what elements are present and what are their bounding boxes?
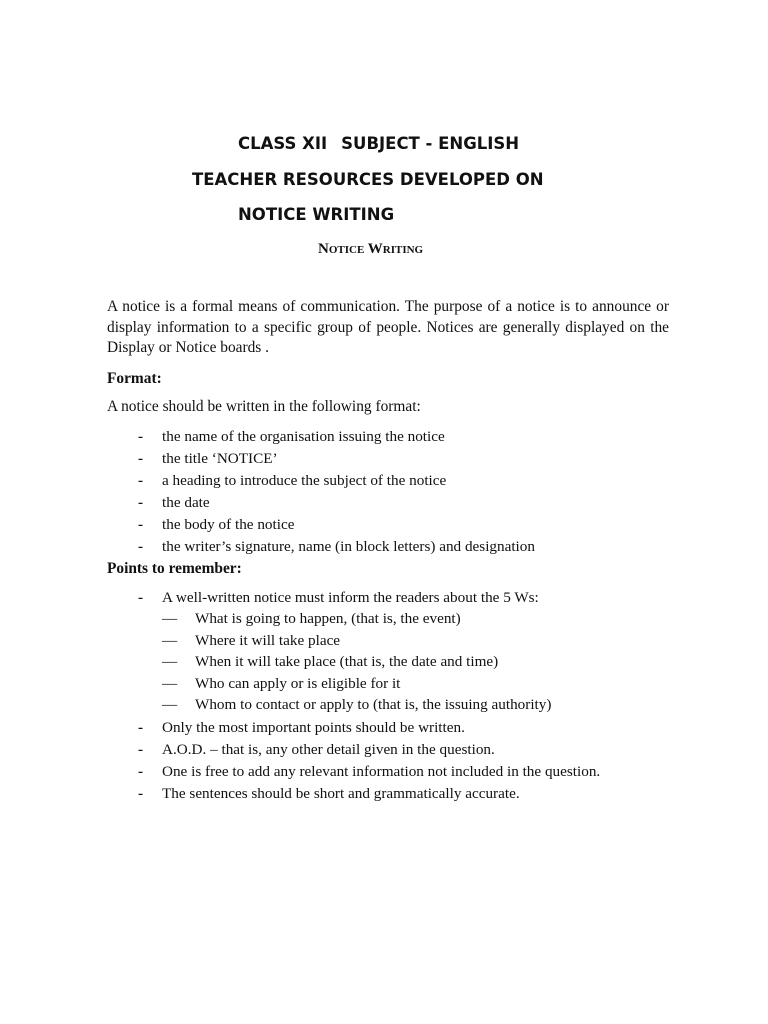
list-item-text: A.O.D. – that is, any other detail given in the question. [162, 741, 495, 758]
bullet-dash: - [138, 719, 144, 736]
em-dash-bullet: — [162, 653, 178, 671]
em-dash-bullet: — [162, 674, 178, 692]
list-item-text: The sentences should be short and grammatically accurate. [162, 785, 520, 802]
bullet-dash: - [138, 472, 144, 489]
em-dash-bullet: — [162, 631, 178, 649]
list-item-text: the body of the notice [162, 516, 295, 533]
subject-label: SUBJECT - ENGLISH [341, 134, 520, 153]
bullet-dash: - [138, 450, 144, 467]
sub-list-item-text: Whom to contact or apply to (that is, the issuing authority) [195, 696, 552, 714]
bullet-dash: - [138, 741, 144, 758]
em-dash-bullet: — [162, 696, 178, 714]
class-subject-heading [238, 134, 519, 153]
em-dash-bullet: — [162, 610, 178, 627]
list-item-text: the date [162, 494, 210, 511]
bullet-dash: - [138, 763, 144, 780]
bullet-dash: - [138, 516, 144, 533]
teacher-resources-heading: TEACHER RESOURCES DEVELOPED ON [192, 170, 544, 189]
page-subtitle: Notice Writing [318, 241, 424, 257]
class-label: CLASS XII [238, 134, 328, 153]
bullet-dash: - [138, 538, 144, 555]
sub-list-item-text: Where it will take place [195, 631, 341, 649]
topic-heading: NOTICE WRITING [238, 205, 395, 224]
bullet-dash: - [138, 589, 144, 606]
list-item-text: the title ‘NOTICE’ [162, 450, 278, 467]
list-item-text: One is free to add any relevant information not included in the question. [162, 763, 601, 780]
format-label: Format: [107, 370, 162, 387]
sub-list-item-text: When it will take place (that is, the date and time) [195, 653, 499, 671]
bullet-dash: - [138, 785, 144, 802]
format-lead: A notice should be written in the following format: [107, 398, 421, 415]
list-item-text: the writer’s signature, name (in block letters) and designation [162, 538, 535, 555]
list-item-text: the name of the organisation issuing the notice [162, 428, 445, 445]
bullet-dash: - [138, 428, 144, 445]
bullet-dash: - [138, 494, 144, 511]
list-item-text: A well-written notice must inform the readers about the 5 Ws: [162, 589, 539, 606]
points-label: Points to remember: [107, 560, 242, 577]
intro-paragraph: A notice is a formal means of communication. The purpose of a notice is to announce or display information to a specific group of people. Notices are generally displayed on the Display or Notice boards . [107, 298, 669, 356]
sub-list-item-text: What is going to happen, (that is, the event) [195, 610, 461, 627]
list-item-text: Only the most important points should be written. [162, 719, 465, 736]
sub-list-item-text: Who can apply or is eligible for it [195, 674, 401, 692]
list-item-text: a heading to introduce the subject of the notice [162, 472, 447, 489]
